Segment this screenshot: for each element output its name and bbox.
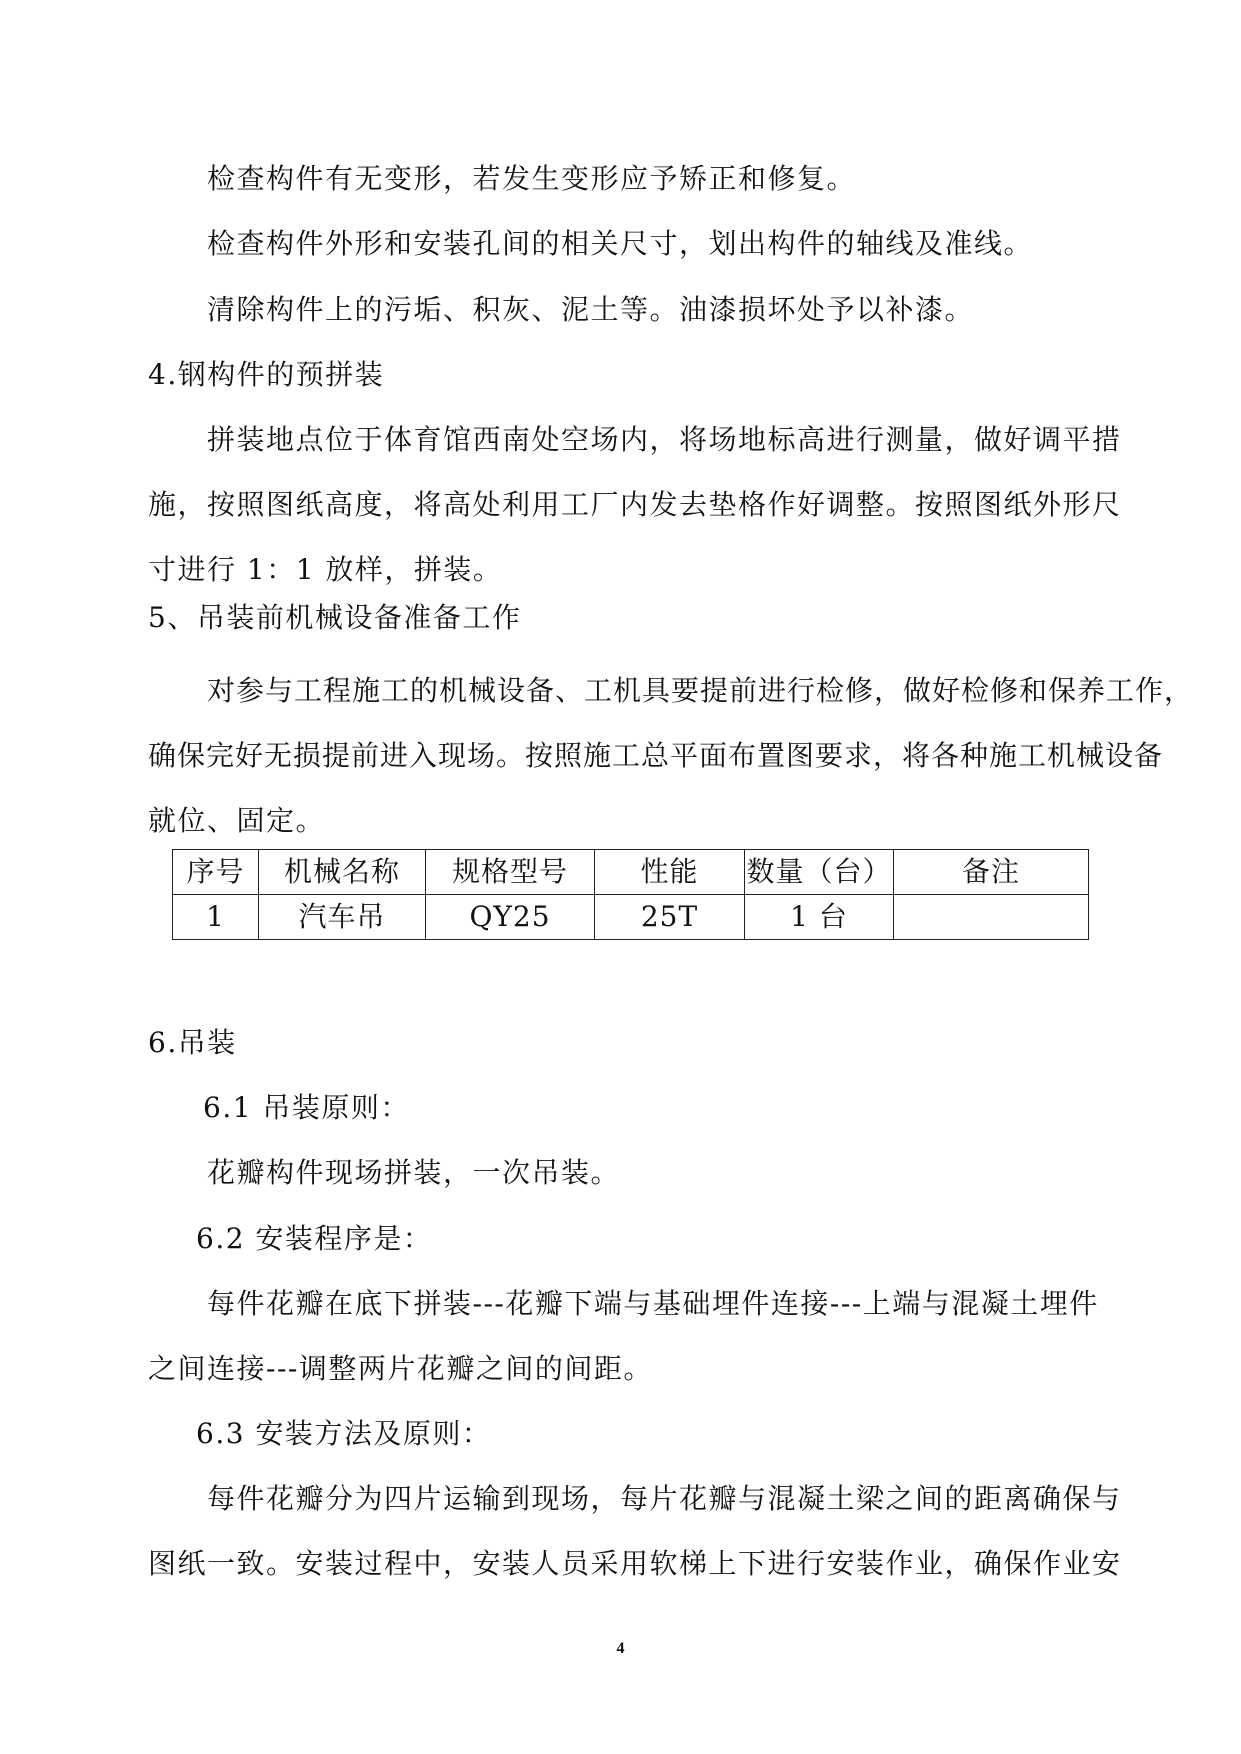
table-header-cell: 机械名称 xyxy=(259,850,426,895)
paragraph-line: 拼装地点位于体育馆西南处空场内，将场地标高进行测量，做好调平措 xyxy=(207,423,1122,456)
table-header-cell: 序号 xyxy=(173,850,259,895)
section-heading: 5、吊装前机械设备准备工作 xyxy=(148,601,522,634)
paragraph-line: 图纸一致。安装过程中，安装人员采用软梯上下进行安装作业，确保作业安 xyxy=(148,1547,1122,1580)
table-cell xyxy=(894,895,1089,940)
section-heading: 4.钢构件的预拼装 xyxy=(148,358,385,391)
table-cell: 1 xyxy=(173,895,259,940)
subsection-heading: 6.2 安装程序是： xyxy=(196,1222,433,1255)
subsection-heading: 6.1 吊装原则： xyxy=(203,1091,410,1124)
table-cell: 汽车吊 xyxy=(259,895,426,940)
page-number: 4 xyxy=(616,1640,625,1657)
table-cell: QY25 xyxy=(426,895,595,940)
equipment-table xyxy=(172,849,1089,940)
paragraph-line: 检查构件外形和安装孔间的相关尺寸，划出构件的轴线及准线。 xyxy=(207,227,1034,260)
table-row xyxy=(173,895,1089,940)
table-header-cell: 数量（台） xyxy=(745,850,894,895)
paragraph-line: 清除构件上的污垢、积灰、泥土等。油漆损坏处予以补漆。 xyxy=(207,293,975,326)
paragraph-line: 确保完好无损提前进入现场。按照施工总平面布置图要求，将各种施工机械设备 xyxy=(148,739,1164,772)
table-header-cell: 规格型号 xyxy=(426,850,595,895)
table-header-cell: 性能 xyxy=(595,850,745,895)
paragraph-line: 就位、固定。 xyxy=(148,804,326,837)
paragraph-line: 每件花瓣在底下拼装---花瓣下端与基础埋件连接---上端与混凝土埋件 xyxy=(207,1287,1099,1320)
table-cell: 1 台 xyxy=(745,895,894,940)
paragraph-line: 之间连接---调整两片花瓣之间的间距。 xyxy=(148,1352,653,1385)
paragraph-line: 寸进行 1：1 放样，拼装。 xyxy=(148,553,503,586)
paragraph-line: 每件花瓣分为四片运输到现场，每片花瓣与混凝土梁之间的距离确保与 xyxy=(207,1482,1122,1515)
subsection-heading: 6.3 安装方法及原则： xyxy=(196,1417,492,1450)
table-cell: 25T xyxy=(595,895,745,940)
paragraph-line: 花瓣构件现场拼装，一次吊装。 xyxy=(207,1156,621,1189)
table-header-cell: 备注 xyxy=(894,850,1089,895)
section-heading: 6.吊装 xyxy=(148,1026,237,1059)
table-header-row xyxy=(173,850,1089,895)
paragraph-line: 对参与工程施工的机械设备、工机具要提前进行检修，做好检修和保养工作， xyxy=(207,674,1194,707)
paragraph-line: 施，按照图纸高度，将高处利用工厂内发去垫格作好调整。按照图纸外形尺 xyxy=(148,488,1122,521)
paragraph-line: 检查构件有无变形，若发生变形应予矫正和修复。 xyxy=(207,162,857,195)
